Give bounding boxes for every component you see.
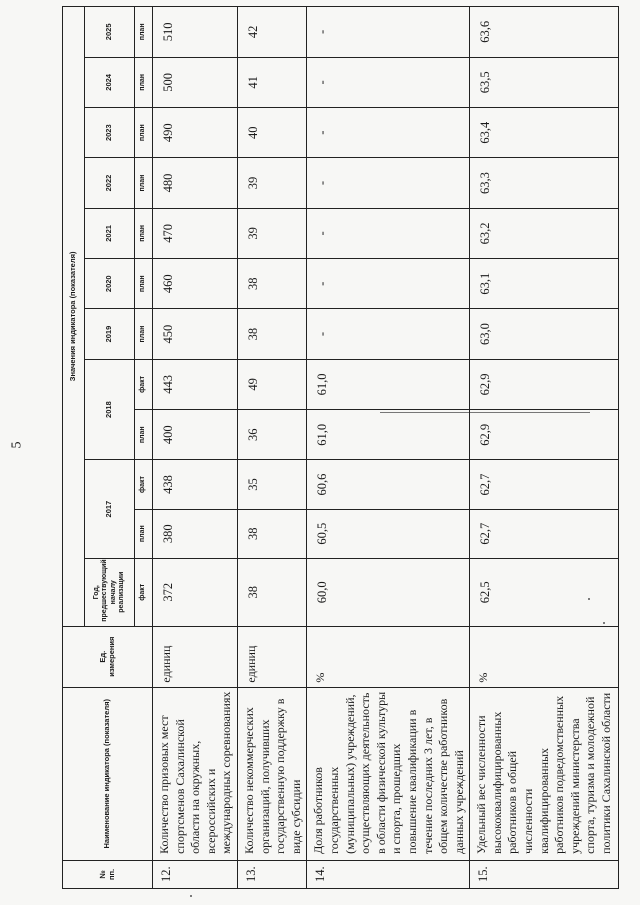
header-year-2019: 2019 [85, 309, 135, 359]
cell-2019: 38 [237, 309, 306, 359]
cell-2025: - [307, 7, 470, 58]
cell-2018-plan: 61,0 [307, 410, 470, 460]
row-unit: единиц [237, 626, 306, 687]
cell-2025: 510 [153, 7, 238, 58]
header-fact: факт [135, 359, 153, 409]
cell-2017-fact: 438 [153, 460, 238, 509]
header-plan: план [135, 158, 153, 208]
cell-2021: 63,2 [470, 208, 619, 258]
cell-2018-plan: 36 [237, 410, 306, 460]
cell-2024: 41 [237, 57, 306, 107]
page-number: 5 [9, 441, 25, 449]
header-plan: план [135, 509, 153, 558]
cell-2020: 460 [153, 259, 238, 309]
cell-2021: 470 [153, 208, 238, 258]
cell-2021: 39 [237, 208, 306, 258]
header-plan: план [135, 259, 153, 309]
cell-2017-fact: 62,7 [470, 460, 619, 509]
cell-2018-fact: 61,0 [307, 359, 470, 409]
header-unit: Ед. измерения [63, 626, 153, 687]
row-name: Доля работников государственных (муниципальных) учреждений, осуществляющих деятельность в области физической культуры и спорта, прошедших повышение квалификации в течение последних 3 лет, в общем количестве работников данных учреждений [307, 687, 470, 860]
row-unit: % [307, 626, 470, 687]
cell-2017-fact: 35 [237, 460, 306, 509]
header-plan: план [135, 108, 153, 158]
row-unit: единиц [153, 626, 238, 687]
header-name: Наименование индикатора (показателя) [63, 687, 153, 860]
header-num: № пп. [63, 860, 153, 888]
header-year-2023: 2023 [85, 108, 135, 158]
cell-2018-fact: 49 [237, 359, 306, 409]
cell-2017-fact: 60,6 [307, 460, 470, 509]
cell-base: 372 [153, 558, 238, 626]
rotated-table-container [62, 6, 614, 889]
table-row [153, 7, 238, 889]
cell-base: 38 [237, 558, 306, 626]
cell-2017-plan: 60,5 [307, 509, 470, 558]
row-name: Количество некоммерческих организаций, получивших государственную поддержку в виде субсидии [237, 687, 306, 860]
table-row [470, 7, 619, 889]
header-plan: план [135, 57, 153, 107]
cell-2018-fact: 443 [153, 359, 238, 409]
row-num: 12. [153, 860, 238, 888]
indicator-table [62, 6, 619, 889]
cell-2019: 450 [153, 309, 238, 359]
row-num: 15. [470, 860, 619, 888]
cell-2020: 63,1 [470, 259, 619, 309]
cell-base: 62,5 [470, 558, 619, 626]
cell-2023: 63,4 [470, 108, 619, 158]
table-row [237, 7, 306, 889]
cell-2023: 490 [153, 108, 238, 158]
header-year-2017: 2017 [85, 460, 135, 558]
cell-2022: - [307, 158, 470, 208]
cell-2018-plan: 62,9 [470, 410, 619, 460]
header-fact: факт [135, 460, 153, 509]
header-plan: план [135, 410, 153, 460]
cell-2017-plan: 38 [237, 509, 306, 558]
scan-speck [190, 895, 192, 897]
cell-2025: 63,6 [470, 7, 619, 58]
cell-2018-plan: 400 [153, 410, 238, 460]
cell-2021: - [307, 208, 470, 258]
cell-2023: 40 [237, 108, 306, 158]
cell-2023: - [307, 108, 470, 158]
cell-2022: 480 [153, 158, 238, 208]
header-plan: план [135, 309, 153, 359]
header-plan: план [135, 208, 153, 258]
row-name: Количество призовых мест спортсменов Сахалинской области на окружных, всероссийских и международных соревнованиях [153, 687, 238, 860]
cell-2017-plan: 380 [153, 509, 238, 558]
cell-2022: 63,3 [470, 158, 619, 208]
cell-2017-plan: 62,7 [470, 509, 619, 558]
header-base-year: Год, предшествующий началу реализации [85, 558, 135, 626]
header-plan: план [135, 7, 153, 58]
header-year-2020: 2020 [85, 259, 135, 309]
cell-2018-fact: 62,9 [470, 359, 619, 409]
header-year-2018: 2018 [85, 359, 135, 460]
row-num: 14. [307, 860, 470, 888]
cell-2019: 63,0 [470, 309, 619, 359]
cell-2020: 38 [237, 259, 306, 309]
header-values: Значения индикатора (показателя) [63, 7, 85, 627]
row-name: Удельный вес численности высококвалифицированных работников в общей численности квалифицированных работников подведомственных учреждений министерства спорта, туризма и молодежной политики Сахалинской области [470, 687, 619, 860]
header-year-2021: 2021 [85, 208, 135, 258]
header-year-2025: 2025 [85, 7, 135, 58]
cell-2024: - [307, 57, 470, 107]
cell-2024: 63,5 [470, 57, 619, 107]
row-unit: % [470, 626, 619, 687]
cell-base: 60,0 [307, 558, 470, 626]
header-year-2022: 2022 [85, 158, 135, 208]
cell-2024: 500 [153, 57, 238, 107]
header-fact: факт [135, 558, 153, 626]
cell-2019: - [307, 309, 470, 359]
cell-2022: 39 [237, 158, 306, 208]
table-row [307, 7, 470, 889]
row-num: 13. [237, 860, 306, 888]
cell-2025: 42 [237, 7, 306, 58]
cell-2020: - [307, 259, 470, 309]
header-year-2024: 2024 [85, 57, 135, 107]
